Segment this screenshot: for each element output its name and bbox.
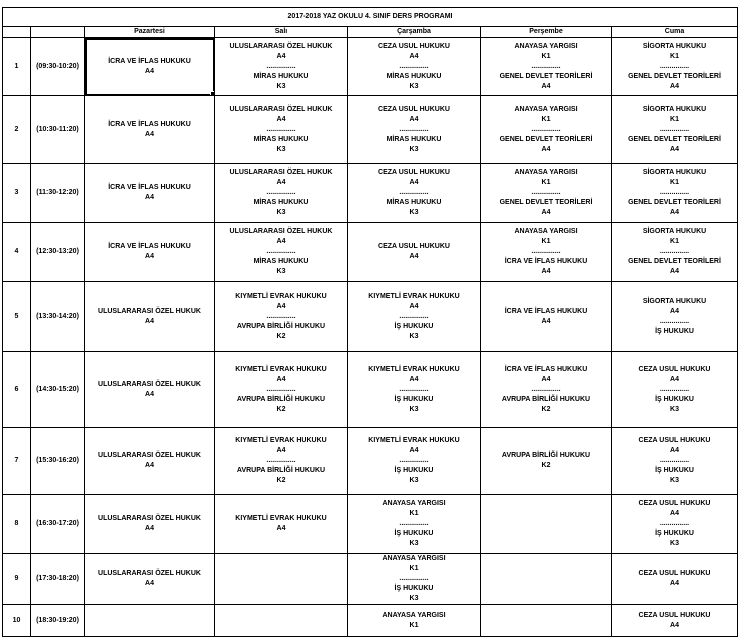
cell-line: A4: [670, 621, 679, 629]
cell-line: ...............: [266, 62, 296, 70]
row-number[interactable]: 8: [3, 495, 31, 554]
cell-line: İŞ HUKUKU: [655, 395, 694, 403]
cell-line: ULUSLARARASI ÖZEL HUKUK: [229, 105, 333, 113]
row-number[interactable]: 5: [3, 282, 31, 352]
schedule-cell[interactable]: [348, 495, 481, 554]
cell-line: ...............: [659, 520, 690, 527]
time-slot[interactable]: (18:30-19:20): [31, 605, 85, 637]
cell-line: AVRUPA BİRLİĞİ HUKUKU: [501, 395, 591, 403]
cell-line: K1: [409, 621, 419, 629]
cell-line: MİRAS HUKUKU: [386, 135, 442, 143]
column-header-0[interactable]: [3, 27, 31, 38]
cell-line: A4: [409, 302, 419, 310]
schedule-row: [3, 428, 738, 495]
schedule-cell[interactable]: [481, 223, 612, 282]
schedule-cell[interactable]: [85, 282, 215, 352]
time-slot[interactable]: (15:30-16:20): [31, 428, 85, 495]
cell-line: K3: [276, 145, 286, 153]
cell-line: İŞ HUKUKU: [394, 322, 434, 330]
time-slot[interactable]: (11:30-12:20): [31, 164, 85, 223]
cell-line: ...............: [266, 312, 296, 320]
cell-line: ...............: [659, 385, 690, 393]
cell-line: A4: [145, 253, 154, 260]
schedule-cell[interactable]: [215, 96, 348, 164]
schedule-cell[interactable]: [612, 38, 738, 96]
cell-line: A4: [409, 447, 419, 454]
cell-line: CEZA USUL HUKUKU: [638, 500, 711, 507]
schedule-cell[interactable]: [612, 164, 738, 223]
row-number[interactable]: 3: [3, 164, 31, 223]
schedule-cell[interactable]: [481, 96, 612, 164]
cell-line: MİRAS HUKUKU: [386, 72, 442, 80]
schedule-cell[interactable]: [348, 38, 481, 96]
cell-line: A4: [670, 145, 679, 153]
cell-line: A4: [145, 317, 154, 325]
schedule-row: [3, 605, 738, 637]
schedule-cell[interactable]: [348, 428, 481, 495]
schedule-cell[interactable]: [85, 495, 215, 554]
cell-line: K3: [409, 82, 419, 90]
time-slot[interactable]: (16:30-17:20): [31, 495, 85, 554]
cell-line: K1: [541, 52, 551, 60]
cell-line: ...............: [266, 125, 296, 133]
cell-line: K2: [276, 405, 286, 413]
schedule-row: [3, 554, 738, 605]
cell-line: ...............: [399, 62, 429, 70]
cell-line: A4: [670, 82, 679, 90]
cell-line: A4: [145, 130, 154, 138]
cell-line: K3: [409, 145, 419, 153]
cell-line: İCRA VE İFLAS HUKUKU: [504, 307, 588, 315]
schedule-cell[interactable]: [348, 282, 481, 352]
cell-line: A4: [670, 209, 679, 216]
schedule-cell[interactable]: [612, 96, 738, 164]
cell-line: ...............: [266, 385, 296, 393]
schedule-cell[interactable]: [85, 352, 215, 428]
cell-line: A4: [145, 462, 154, 469]
schedule-cell[interactable]: [481, 605, 612, 637]
cell-line: K1: [670, 115, 679, 123]
cell-line: KIYMETLİ EVRAK HUKUKU: [368, 292, 460, 300]
cell-line: K1: [670, 52, 679, 60]
cell-line: ...............: [531, 189, 561, 196]
cell-line: A4: [670, 268, 679, 275]
cell-line: MİRAS HUKUKU: [253, 135, 309, 143]
schedule-cell[interactable]: [85, 554, 215, 605]
schedule-cell[interactable]: [348, 164, 481, 223]
schedule-cell[interactable]: [215, 554, 348, 605]
cell-line: A4: [541, 82, 551, 90]
cell-line: CEZA USUL HUKUKU: [378, 169, 450, 176]
cell-line: CEZA USUL HUKUKU: [638, 365, 711, 373]
cell-line: A4: [145, 580, 154, 587]
schedule-cell[interactable]: [85, 164, 215, 223]
cell-line: K2: [541, 462, 551, 469]
cell-line: MİRAS HUKUKU: [253, 199, 309, 206]
cell-line: AVRUPA BİRLİĞİ HUKUKU: [236, 395, 326, 403]
cell-line: İŞ HUKUKU: [655, 530, 694, 537]
cell-line: İŞ HUKUKU: [394, 467, 434, 474]
cell-line: ANAYASA YARGISI: [514, 228, 578, 235]
cell-line: İŞ HUKUKU: [394, 530, 434, 537]
cell-line: A4: [276, 525, 286, 532]
column-header-3[interactable]: Salı: [215, 27, 348, 38]
schedule-cell[interactable]: [348, 352, 481, 428]
cell-line: ...............: [531, 385, 561, 393]
cell-line: CEZA USUL HUKUKU: [378, 243, 450, 250]
cell-line: AVRUPA BİRLİĞİ HUKUKU: [236, 467, 326, 474]
cell-line: MİRAS HUKUKU: [253, 258, 309, 265]
cell-line: İCRA VE İFLAS HUKUKU: [108, 184, 191, 191]
schedule-cell[interactable]: [215, 428, 348, 495]
cell-line: K3: [409, 540, 419, 547]
cell-line: ANAYASA YARGISI: [382, 500, 446, 507]
cell-line: İŞ HUKUKU: [655, 467, 694, 474]
schedule-cell[interactable]: [481, 495, 612, 554]
cell-line: A4: [670, 580, 679, 587]
cell-line: SİGORTA HUKUKU: [642, 169, 707, 176]
cell-line: ANAYASA YARGISI: [514, 105, 578, 113]
cell-line: CEZA USUL HUKUKU: [638, 570, 711, 577]
schedule-cell[interactable]: [85, 96, 215, 164]
row-number[interactable]: 1: [3, 38, 31, 96]
schedule-cell[interactable]: [215, 352, 348, 428]
cell-line: ...............: [659, 189, 690, 196]
cell-line: GENEL DEVLET TEORİLERİ: [499, 199, 593, 206]
cell-line: GENEL DEVLET TEORİLERİ: [628, 72, 721, 80]
row-number[interactable]: 10: [3, 605, 31, 637]
cell-line: A4: [276, 302, 286, 310]
cell-line: ...............: [659, 248, 690, 255]
cell-line: K3: [276, 82, 286, 90]
row-number[interactable]: 6: [3, 352, 31, 428]
schedule-cell[interactable]: [215, 38, 348, 96]
cell-line: K1: [409, 510, 419, 517]
cell-line: A4: [670, 510, 679, 517]
cell-line: ...............: [399, 520, 429, 527]
cell-line: ...............: [266, 457, 296, 464]
cell-line: K1: [541, 115, 551, 123]
cell-line: GENEL DEVLET TEORİLERİ: [499, 72, 593, 80]
cell-line: ANAYASA YARGISI: [514, 169, 578, 176]
schedule-cell[interactable]: [85, 428, 215, 495]
schedule-row: [3, 352, 738, 428]
cell-line: ULUSLARARASI ÖZEL HUKUK: [229, 228, 333, 235]
cell-line: K1: [541, 238, 551, 245]
cell-line: K3: [276, 268, 286, 275]
cell-line: K1: [409, 565, 419, 572]
cell-line: ULUSLARARASI ÖZEL HUKUK: [229, 169, 333, 176]
schedule-cell[interactable]: [612, 605, 738, 637]
cell-line: A4: [541, 375, 551, 383]
cell-line: ...............: [399, 189, 429, 196]
cell-line: ...............: [659, 317, 690, 325]
cell-line: A4: [541, 209, 551, 216]
schedule-cell[interactable]: [612, 495, 738, 554]
cell-line: A4: [276, 179, 286, 186]
schedule-cell[interactable]: [215, 223, 348, 282]
cell-line: A4: [276, 375, 286, 383]
cell-line: K3: [670, 540, 679, 547]
cell-line: ...............: [399, 457, 429, 464]
schedule-cell[interactable]: [85, 223, 215, 282]
cell-line: KIYMETLİ EVRAK HUKUKU: [235, 515, 327, 522]
cell-line: İCRA VE İFLAS HUKUKU: [108, 120, 191, 128]
cell-line: A4: [409, 179, 419, 186]
cell-line: ULUSLARARASI ÖZEL HUKUK: [98, 307, 201, 315]
cell-line: İCRA VE İFLAS HUKUKU: [504, 258, 588, 265]
cell-line: ULUSLARARASI ÖZEL HUKUK: [229, 42, 333, 50]
cell-line: A4: [670, 447, 679, 454]
schedule-cell[interactable]: [481, 164, 612, 223]
cell-line: CEZA USUL HUKUKU: [378, 105, 450, 113]
cell-line: SİGORTA HUKUKU: [642, 228, 707, 235]
cell-line: A4: [541, 145, 551, 153]
cell-line: ...............: [659, 62, 690, 70]
cell-line: K2: [276, 332, 286, 340]
cell-line: ...............: [531, 62, 561, 70]
schedule-cell[interactable]: [481, 282, 612, 352]
cell-line: ...............: [399, 575, 429, 582]
cell-line: A4: [670, 307, 679, 315]
cell-line: K3: [409, 595, 419, 602]
cell-line: A4: [276, 238, 286, 245]
cell-line: K3: [409, 209, 419, 216]
column-header-4[interactable]: Çarşamba: [348, 27, 481, 38]
cell-line: ULUSLARARASI ÖZEL HUKUK: [98, 515, 201, 522]
cell-line: A4: [145, 390, 154, 398]
cell-line: KIYMETLİ EVRAK HUKUKU: [368, 365, 460, 373]
cell-line: CEZA USUL HUKUKU: [638, 611, 711, 619]
cell-line: ...............: [531, 248, 561, 255]
cell-line: SİGORTA HUKUKU: [642, 42, 707, 50]
cell-line: A4: [409, 253, 419, 260]
cell-line: SİGORTA HUKUKU: [642, 297, 707, 305]
cell-line: İCRA VE İFLAS HUKUKU: [108, 243, 191, 250]
cell-line: İŞ HUKUKU: [394, 395, 434, 403]
schedule-cell[interactable]: [215, 164, 348, 223]
time-slot[interactable]: (12:30-13:20): [31, 223, 85, 282]
cell-line: ULUSLARARASI ÖZEL HUKUK: [98, 570, 201, 577]
cell-line: ANAYASA YARGISI: [382, 611, 446, 619]
schedule-cell[interactable]: [215, 605, 348, 637]
cell-line: A4: [541, 268, 551, 275]
cell-line: A4: [541, 317, 551, 325]
schedule-cell[interactable]: [481, 428, 612, 495]
row-number[interactable]: 4: [3, 223, 31, 282]
cell-line: K2: [541, 405, 551, 413]
schedule-cell[interactable]: [85, 38, 215, 96]
cell-line: A4: [409, 375, 419, 383]
schedule-cell[interactable]: [215, 495, 348, 554]
schedule-cell[interactable]: [348, 605, 481, 637]
cell-line: K3: [670, 405, 679, 413]
cell-line: K1: [541, 179, 551, 186]
schedule-cell[interactable]: [348, 96, 481, 164]
cell-line: A4: [276, 447, 286, 454]
schedule-cell[interactable]: [612, 282, 738, 352]
cell-line: K3: [409, 405, 419, 413]
schedule-row: [3, 38, 738, 96]
schedule-row: [3, 282, 738, 352]
schedule-cell[interactable]: [215, 282, 348, 352]
schedule-row: [3, 495, 738, 554]
column-header-2[interactable]: Pazartesi: [85, 27, 215, 38]
cell-line: KIYMETLİ EVRAK HUKUKU: [235, 292, 327, 300]
schedule-cell[interactable]: [612, 223, 738, 282]
cell-line: ...............: [266, 248, 296, 255]
cell-line: KIYMETLİ EVRAK HUKUKU: [235, 365, 327, 373]
cell-line: ...............: [399, 385, 429, 393]
cell-line: AVRUPA BİRLİĞİ HUKUKU: [236, 322, 326, 330]
schedule-cell[interactable]: [612, 554, 738, 605]
schedule-row: [3, 164, 738, 223]
schedule-cell[interactable]: [612, 428, 738, 495]
cell-line: ULUSLARARASI ÖZEL HUKUK: [98, 452, 201, 459]
column-header-1[interactable]: [31, 27, 85, 38]
column-header-6[interactable]: Cuma: [612, 27, 738, 38]
time-slot[interactable]: (14:30-15:20): [31, 352, 85, 428]
schedule-cell[interactable]: [348, 554, 481, 605]
cell-line: MİRAS HUKUKU: [386, 199, 442, 206]
cell-line: KIYMETLİ EVRAK HUKUKU: [368, 437, 460, 444]
schedule-cell[interactable]: [612, 352, 738, 428]
cell-line: K3: [670, 477, 679, 484]
cell-line: K1: [670, 238, 679, 245]
cell-line: ...............: [399, 312, 429, 320]
time-slot[interactable]: (13:30-14:20): [31, 282, 85, 352]
cell-line: KIYMETLİ EVRAK HUKUKU: [235, 437, 327, 444]
schedule-table: [2, 7, 738, 637]
cell-line: ...............: [659, 125, 690, 133]
cell-line: ANAYASA YARGISI: [514, 42, 578, 50]
schedule-cell[interactable]: [85, 605, 215, 637]
column-header-5[interactable]: Perşembe: [481, 27, 612, 38]
cell-line: K2: [276, 477, 286, 484]
cell-line: ULUSLARARASI ÖZEL HUKUK: [98, 380, 201, 388]
schedule-row: [3, 96, 738, 164]
cell-line: GENEL DEVLET TEORİLERİ: [499, 135, 593, 143]
cell-line: K1: [670, 179, 679, 186]
cell-line: AVRUPA BİRLİĞİ HUKUKU: [501, 452, 591, 459]
cell-line: CEZA USUL HUKUKU: [638, 437, 711, 444]
cell-line: MİRAS HUKUKU: [253, 72, 309, 80]
cell-line: İCRA VE İFLAS HUKUKU: [504, 365, 588, 373]
cell-line: ...............: [399, 125, 429, 133]
cell-line: ...............: [531, 125, 561, 133]
cell-line: A4: [276, 115, 286, 123]
cell-line: ...............: [266, 189, 296, 196]
cell-line: ANAYASA YARGISI: [382, 555, 446, 562]
cell-line: SİGORTA HUKUKU: [642, 105, 707, 113]
cell-line: İŞ HUKUKU: [655, 327, 694, 335]
cell-line: A4: [670, 375, 679, 383]
schedule-row: [3, 223, 738, 282]
cell-line: ...............: [659, 457, 690, 464]
schedule-title[interactable]: 2017-2018 YAZ OKULU 4. SINIF DERS PROGRAMI: [3, 8, 738, 27]
cell-line: İCRA VE İFLAS HUKUKU: [108, 57, 191, 65]
time-slot[interactable]: (10:30-11:20): [31, 96, 85, 164]
cell-line: K3: [409, 477, 419, 484]
time-slot[interactable]: (17:30-18:20): [31, 554, 85, 605]
cell-line: CEZA USUL HUKUKU: [378, 42, 450, 50]
cell-line: A4: [409, 52, 419, 60]
cell-line: A4: [276, 52, 286, 60]
time-slot[interactable]: (09:30-10:20): [31, 38, 85, 96]
row-number[interactable]: 2: [3, 96, 31, 164]
cell-line: A4: [409, 115, 419, 123]
cell-line: GENEL DEVLET TEORİLERİ: [628, 258, 721, 265]
cell-line: K3: [409, 332, 419, 340]
schedule-cell[interactable]: [481, 38, 612, 96]
schedule-cell[interactable]: [481, 554, 612, 605]
cell-line: GENEL DEVLET TEORİLERİ: [628, 135, 721, 143]
schedule-cell[interactable]: [481, 352, 612, 428]
cell-line: A4: [145, 525, 154, 532]
row-number[interactable]: 7: [3, 428, 31, 495]
schedule-cell[interactable]: [348, 223, 481, 282]
cell-line: A4: [145, 67, 154, 75]
cell-line: K3: [276, 209, 286, 216]
row-number[interactable]: 9: [3, 554, 31, 605]
cell-line: A4: [145, 194, 154, 201]
cell-line: İŞ HUKUKU: [394, 585, 434, 592]
cell-line: GENEL DEVLET TEORİLERİ: [628, 199, 721, 206]
